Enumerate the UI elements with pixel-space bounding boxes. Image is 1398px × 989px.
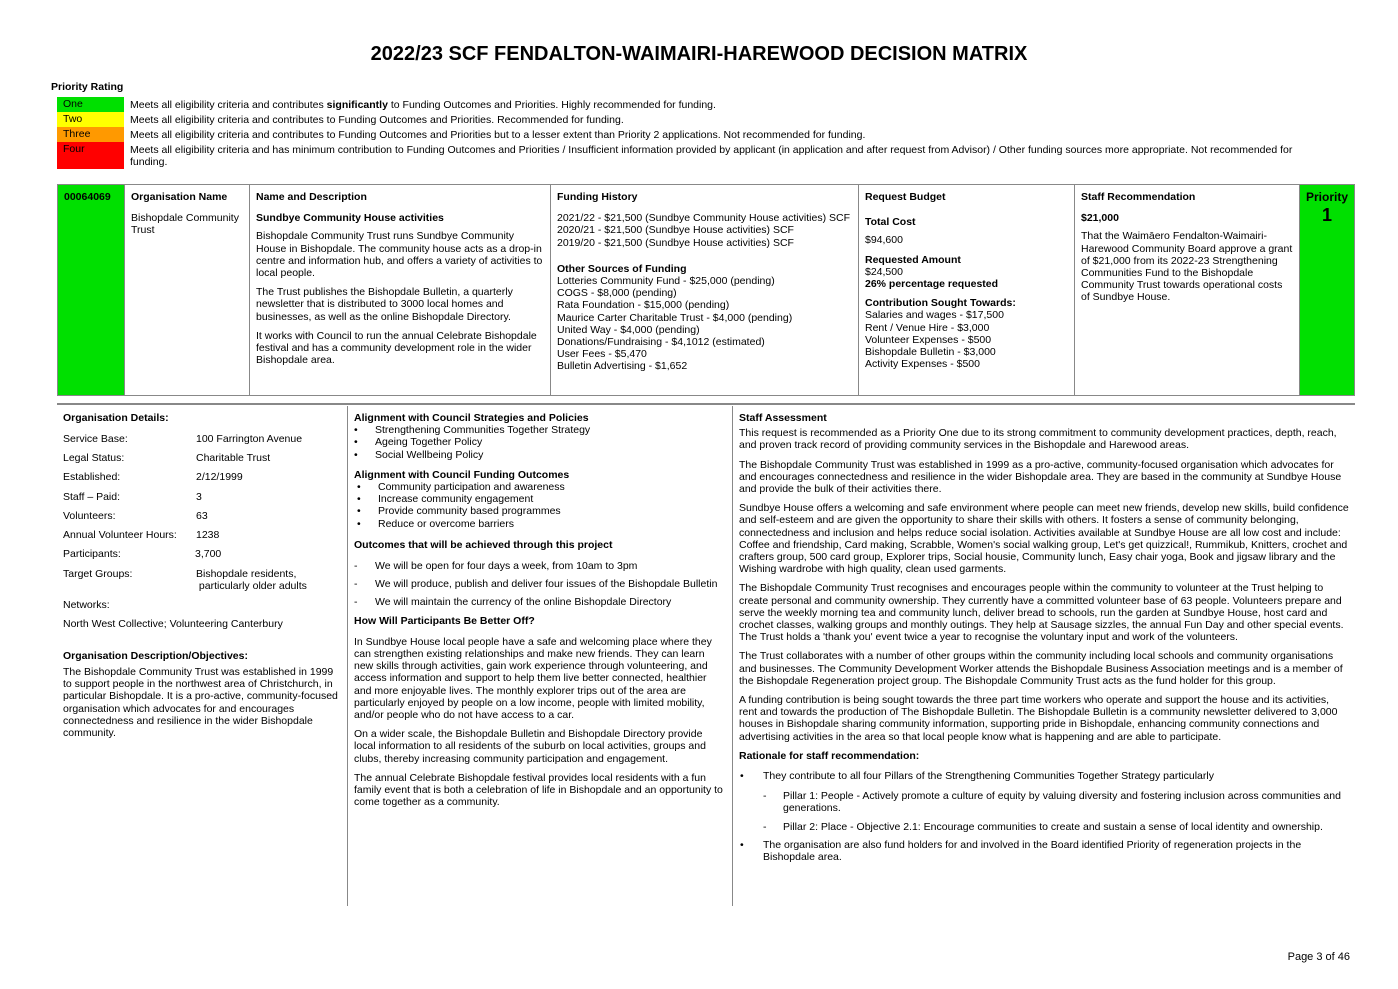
- contribution-item: Activity Expenses - $500: [865, 358, 980, 371]
- requested-amount-value: $24,500: [865, 265, 903, 278]
- name-description-cell: [250, 185, 551, 395]
- project-description: Bishopdale Community Trust runs Sundbye Community House in Bishopdale. The community house acts as a drop-in centre and information hub, and offers a variety of activities to local people.: [256, 230, 543, 280]
- project-title: Sundbye Community House activities: [256, 212, 444, 225]
- funding-outcomes-heading: Alignment with Council Funding Outcomes: [354, 468, 570, 481]
- assessment-paragraph: The Bishopdale Community Trust was established in 1999 as a pro-active, community-focused organisation which advocates for and encourages connectedness and resilience in the wider Bishopdale area. They are based in the community at Sundbye House and provide the bulk of their activities there.: [739, 458, 1342, 496]
- funding-matrix-row: [57, 184, 1355, 396]
- priority-swatch-three: Three: [57, 127, 124, 142]
- priority-cell: [1300, 185, 1354, 395]
- detail-row-service-base: Service Base: 100 Farrington Avenue: [63, 433, 303, 445]
- assessment-paragraph: Sundbye House offers a welcoming and safe environment where people can meet new friends, develop new skills, build confidence and self-esteem and are given the opportunity to share their skills with others. It fosters a sense of community belonging, connectedness and inclusion and helps reduce social isolation. Activities available at Sundbye House are all low cost and include: Coffee and friendship, Card making, Scrabble, Women's social walking group, Let's get quizzical!, Rummikub, Knitters, crochet and crafters group, 500 card group, Explorer trips, Social housie, Community lunch, Easy chair yoga, Book and jigsaw library and the Wishing wardrobe with high quality, clean used garments.: [739, 502, 1349, 576]
- priority-swatch-four: Four: [57, 142, 124, 169]
- project-description: It works with Council to run the annual Celebrate Bishopdale festival and has a community development role in the wider Bishopdale area.: [256, 329, 537, 367]
- organisation-description-heading: Organisation Description/Objectives:: [63, 650, 248, 662]
- list-item: • Strengthening Communities Together Strategy: [354, 424, 726, 436]
- section-divider: [57, 403, 1355, 405]
- list-item: • Ageing Together Policy: [354, 436, 726, 448]
- rationale-heading: Rationale for staff recommendation:: [739, 749, 920, 762]
- contribution-item: Rent / Venue Hire - $3,000: [865, 321, 990, 334]
- funding-history-heading: Funding History: [557, 191, 638, 203]
- detail-row-participants: Participants: 3,700: [63, 548, 222, 560]
- priority-rating-heading: Priority Rating: [51, 81, 124, 93]
- contribution-item: Volunteer Expenses - $500: [865, 333, 992, 346]
- staff-recommendation-heading: Staff Recommendation: [1081, 191, 1196, 203]
- detail-row-volunteer-hours: Annual Volunteer Hours: 1238: [63, 529, 220, 541]
- staff-recommendation-cell: [1075, 185, 1300, 395]
- contribution-item: Bishopdale Bulletin - $3,000: [865, 346, 996, 359]
- staff-recommended-amount: $21,000: [1081, 212, 1119, 225]
- funding-history-cell: [551, 185, 859, 395]
- total-cost-label: Total Cost: [865, 216, 916, 229]
- project-outcomes-heading: Outcomes that will be achieved through this project: [354, 538, 613, 551]
- page-number: Page 3 of 46: [1287, 951, 1350, 963]
- pillar-list: [763, 790, 1349, 833]
- detail-row-target-groups: Target Groups: Bishopdale residents,: [63, 568, 297, 580]
- list-item: - We will maintain the currency of the online Bishopdale Directory: [354, 596, 726, 608]
- request-budget-heading: Request Budget: [865, 191, 946, 203]
- assessment-paragraph: A funding contribution is being sought towards the three part time workers who operate and support the house and its activities, rent and towards the production of The Bishopdale Bulletin. The Bishopdale Bulletin is a community newsletter delivered to 3,000 houses in Bishopdale sharing community information, supporting pride in Bishopdale, enhancing community connections and advertising activities in the area so that local people know what is happening and are able to participate.: [739, 694, 1338, 743]
- list-item: • Reduce or overcome barriers: [357, 518, 726, 530]
- project-description: The Trust publishes the Bishopdale Bulletin, a quarterly newsletter that is distributed to 3000 local homes and businesses, as well as the online Bishopdale Directory.: [256, 286, 513, 323]
- list-item: • Community participation and awareness: [357, 481, 726, 493]
- priority-desc-three: Meets all eligibility criteria and contributes to Funding Outcomes and Priorities but to a lesser extent than Priority 2 applications. Not recommended for funding.: [130, 129, 866, 141]
- other-source-item: Donations/Fundraising - $4,1012 (estimated): [557, 336, 765, 349]
- priority-swatch-one: One: [57, 97, 124, 112]
- percentage-requested: 26% percentage requested: [865, 278, 999, 291]
- other-source-item: COGS - $8,000 (pending): [557, 287, 677, 300]
- list-item: - Pillar 2: Place - Objective 2.1: Encourage communities to create and sustain a sense of local identity and ownership.: [763, 821, 1349, 833]
- list-item: • Provide community based programmes: [357, 505, 726, 517]
- request-budget-cell: [859, 185, 1075, 395]
- other-source-item: Lotteries Community Fund - $25,000 (pending): [557, 275, 775, 288]
- funding-history-item: 2019/20 - $21,500 (Sundbye House activities) SCF: [557, 236, 794, 249]
- priority-swatch-two: Two: [57, 112, 124, 127]
- target-groups-continued: particularly older adults: [196, 580, 307, 592]
- other-sources-heading: Other Sources of Funding: [557, 262, 687, 275]
- priority-heading: Priority: [1305, 190, 1348, 204]
- list-item: • The organisation are also fund holders for and involved in the Board identified Priority of regeneration projects in the Bishopdale area.: [739, 839, 1349, 863]
- other-source-item: Maurice Carter Charitable Trust - $4,000 (pending): [557, 311, 793, 324]
- list-item: • They contribute to all four Pillars of the Strengthening Communities Together Strategy particularly - Pillar 1: People - Actively promote a culture of equity by valuing diversity and fostering inclusion across communities and generations. - Pillar 2: Place - Objective 2.1: Encourage communities to create and sustain a sense of local identity and ownership.: [739, 770, 1349, 833]
- priority-value: 1: [1321, 205, 1332, 226]
- other-source-item: Bulletin Advertising - $1,652: [557, 360, 688, 373]
- application-id-cell: [58, 185, 125, 395]
- funding-history-item: 2020/21 - $21,500 (Sundbye House activities) SCF: [557, 224, 794, 237]
- better-off-paragraph: The annual Celebrate Bishopdale festival provides local residents with a fun family event that is both a celebration of life in Bishopdale and an opportunity to come together as a community.: [354, 771, 723, 809]
- staff-assessment-heading: Staff Assessment: [739, 412, 827, 424]
- other-source-item: United Way - $4,000 (pending): [557, 323, 700, 336]
- organisation-name-heading: Organisation Name: [131, 191, 228, 203]
- detail-row-legal-status: Legal Status: Charitable Trust: [63, 452, 271, 464]
- rationale-list: [739, 770, 1349, 863]
- networks-label: Networks:: [63, 599, 110, 611]
- priority-desc-one: Meets all eligibility criteria and contributes significantly to Funding Outcomes and Priorities. Highly recommended for funding.: [130, 99, 716, 111]
- better-off-paragraph: On a wider scale, the Bishopdale Bulletin and Bishopdale Directory provide local information to all residents of the suburb on local activities, groups and clubs, thereby increasing community participation and engagement.: [354, 728, 706, 765]
- priority-desc-two: Meets all eligibility criteria and contributes to Funding Outcomes and Priorities. Recommended for funding.: [130, 114, 624, 126]
- funding-outcomes-list: [354, 481, 726, 530]
- organisation-description-text: The Bishopdale Community Trust was established in 1999 to support people in the northwest area of Christchurch, in particular Bishopdale. It is a pro-active, community-focused organisation which advocates for and encourages connectedness and resilience in the wider Bishopdale community.: [63, 666, 338, 740]
- funding-history-item: 2021/22 - $21,500 (Sundbye Community House activities) SCF: [557, 212, 850, 225]
- list-item: - We will be open for four days a week, from 10am to 3pm: [354, 560, 726, 572]
- application-id: 00064069: [64, 191, 111, 203]
- requested-amount-label: Requested Amount: [865, 253, 961, 266]
- assessment-paragraph: The Bishopdale Community Trust recognises and encourages people within the community to volunteer at the Trust helping to create personal and community ownership. They currently have a committed volunteer base of 63 people. Volunteers prepare and serve the weekly morning tea and community lunch, deliver bread to schools, run the garden at Sundbye House, host card and crochet classes, walking groups and monthly outings. They help at Sausage sizzles, the annual Fun Day and other special events. The Trust holds a 'thank you' event twice a year to recognise the voluntary input and work of the volunteers.: [739, 582, 1344, 644]
- alignment-column: [348, 406, 732, 906]
- organisation-details-heading: Organisation Details:: [63, 412, 169, 424]
- contribution-heading: Contribution Sought Towards:: [865, 297, 1016, 310]
- detail-row-staff-paid: Staff – Paid: 3: [63, 491, 202, 503]
- organisation-name-cell: [125, 185, 250, 395]
- other-source-item: Rata Foundation - $15,000 (pending): [557, 299, 730, 312]
- list-item: - We will produce, publish and deliver four issues of the Bishopdale Bulletin: [354, 578, 726, 590]
- strategies-heading: Alignment with Council Strategies and Policies: [354, 412, 589, 424]
- networks-value: North West Collective; Volunteering Canterbury: [63, 618, 283, 630]
- list-item: • Social Wellbeing Policy: [354, 449, 726, 461]
- list-item: • Increase community engagement: [357, 493, 726, 505]
- detail-row-volunteers: Volunteers: 63: [63, 510, 208, 522]
- other-source-item: User Fees - $5,470: [557, 348, 647, 361]
- staff-recommendation-text: That the Waimāero Fendalton-Waimairi-Harewood Community Board approve a grant of $21,000 from its 2022-23 Strengthening Communities Fund to the Bishopdale Community Trust towards operational costs of Sundbye House.: [1081, 230, 1293, 304]
- staff-assessment-column: [733, 406, 1355, 906]
- better-off-heading: How Will Participants Be Better Off?: [354, 614, 535, 627]
- name-description-heading: Name and Description: [256, 191, 367, 203]
- detail-row-established: Established: 2/12/1999: [63, 471, 243, 483]
- page-title: 2022/23 SCF FENDALTON-WAIMAIRI-HAREWOOD DECISION MATRIX: [370, 43, 1028, 65]
- project-outcomes-list: [354, 560, 726, 609]
- total-cost-value: $94,600: [865, 234, 903, 247]
- organisation-name: Bishopdale Community Trust: [131, 212, 239, 237]
- priority-desc-four: Meets all eligibility criteria and has minimum contribution to Funding Outcomes and Priorities / Insufficient information provided by applicant (in application and after request from Advisor) / Other funding sources more appropriate. Not recommended for funding.: [130, 144, 1293, 168]
- assessment-paragraph: This request is recommended as a Priority One due to its strong commitment to community development practices, depth, reach, and proven track record of providing community services in the Bishopdale and Harewood areas.: [739, 427, 1337, 452]
- contribution-item: Salaries and wages - $17,500: [865, 309, 1004, 322]
- assessment-paragraph: The Trust collaborates with a number of other groups within the community including local schools and community organisations and businesses. The Community Development Worker attends the Bishopdale Business Association meetings and is a member of the Bishopdale Regeneration project group. The Bishopdale Community Trust acts as the fund holder for this group.: [739, 650, 1343, 687]
- organisation-details-column: [57, 406, 347, 906]
- list-item: - Pillar 1: People - Actively promote a culture of equity by valuing diversity and fostering inclusion across communities and generations.: [763, 790, 1349, 814]
- strategies-list: [354, 424, 726, 461]
- better-off-paragraph: In Sundbye House local people have a safe and welcoming place where they can strengthen existing relationships and make new friends. They can learn new skills through activities, gain work experience through volunteering, and access information and support to help them live better connected, healthier and more enjoyable lives. The monthly explorer trips out of the area are particularly enjoyed by people on a low income, people with limited mobility, and/or people who do not have access to a car.: [354, 635, 712, 722]
